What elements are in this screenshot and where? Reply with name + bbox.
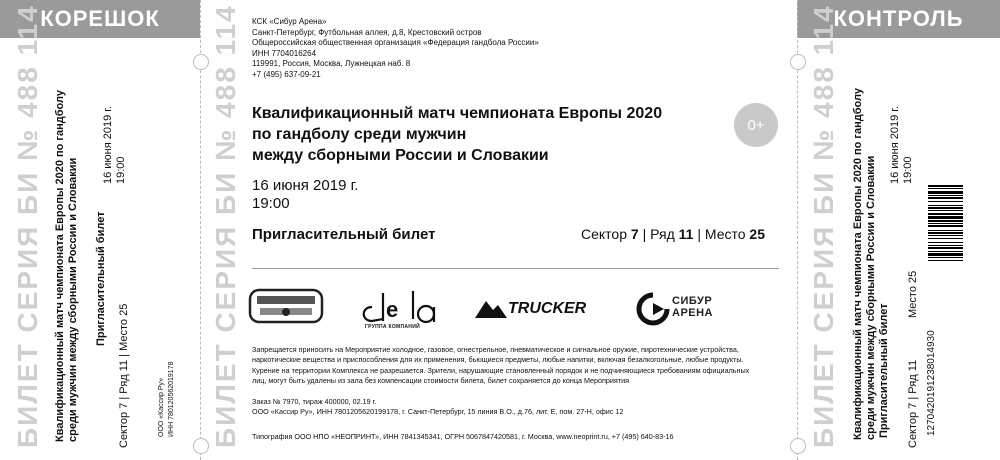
stub-left-header: КОРЕШОК <box>0 0 200 38</box>
sponsor-logo-dela <box>357 283 447 331</box>
control-datetime: 16 июня 2019 г. 19:00 <box>889 105 914 184</box>
stub-left-title: Квалификационный матч чемпионата Европы 2020 по гандболу среди мужчин между сборными России и Словакии <box>54 90 79 442</box>
barcode <box>928 185 963 297</box>
ticket-type: Пригласительный билет <box>252 226 436 243</box>
barcode-number: 1270420191238014930 <box>926 330 937 436</box>
organizer-info: КСК «Сибур Арена» Санкт-Петербург, Футбольная аллея, д.8, Крестовский остров Общероссийская общественная организация «Федерация гандбола России» ИНН 7704016264 119991, Россия, Москва, Лужнецкая наб. 8 +7 (495) 637-09-21 <box>252 17 539 79</box>
divider <box>252 268 779 269</box>
rules-notice: Запрещается приносить на Мероприятие холодное, газовое, огнестрельное, пневматическое и сигнальное оружие, пиротехнические устройства, наркотические вещества и приспособления для их применения, бьющиеся предметы, любые напитки, включая безалкогольные, любые продукты. Курение на территории Комплекса не разрешается. Зрители, нарушающие становленный порядок и не подчиняющиеся требованиям официальных лиц, могут быть удалены из зала без компенсации стоимости билета, билет сохраняется до конца Мероприятия <box>252 345 750 386</box>
order-info: Заказ № 7970, тираж 400000, 02.19 г. ООО «Кассир Ру», ИНН 7801205620199178, г. Санкт-Петербург, 15 линия В.О., д.76, лит. Е, пом. 27-Н, офис 12 <box>252 397 624 417</box>
punch-hole <box>790 54 806 70</box>
serial-stub-left: БИЛЕТ СЕРИЯ БИ № 488 114 <box>12 4 43 448</box>
event-time: 19:00 <box>252 195 290 212</box>
serial-control: БИЛЕТ СЕРИЯ БИ № 488 114 <box>808 4 839 448</box>
dela-wordmark-e: e <box>386 297 399 322</box>
control-seat-place: Место 25 <box>907 270 919 318</box>
sponsor-logo-trucker: TRUCKER <box>474 296 600 322</box>
seat-info: Сектор 7 | Ряд 11 | Место 25 <box>581 226 765 242</box>
control-ticket-type: Пригласительный билет <box>878 303 890 438</box>
punch-hole <box>193 54 209 70</box>
dela-sublabel: ГРУППА КОМПАНИЙ <box>365 324 421 330</box>
stub-left-ticket-type: Пригласительный билет <box>95 211 107 346</box>
stub-left-vendor: ООО «Кассир Ру» ИНН 780120562019178 <box>158 361 175 437</box>
control-title: Квалификационный матч чемпионата Европы 2020 по гандболу среди мужчин между сборными России и Словакии <box>852 88 877 440</box>
stub-right-header: КОНТРОЛЬ <box>797 0 1000 38</box>
stub-left-seat: Сектор 7 | Ряд 11 | Место 25 <box>118 303 130 448</box>
event-date: 16 июня 2019 г. <box>252 177 359 194</box>
barcode-stripe <box>928 261 963 263</box>
age-rating-badge: 0+ <box>734 103 778 147</box>
event-title: Квалификационный матч чемпионата Европы 2020 по гандболу среди мужчин между сборными России и Словакии <box>252 105 663 164</box>
punch-hole <box>193 438 209 454</box>
serial-main: БИЛЕТ СЕРИЯ БИ № 488 114 <box>210 4 241 448</box>
stub-left-datetime: 16 июня 2019 г. 19:00 <box>102 105 127 184</box>
sponsor-logo-1 <box>248 286 324 331</box>
printer-info: Типография ООО НПО «НЕОПРИНТ», ИНН 7841345341, ОГРН 5067847420581, г. Москва, www.neoprint.ru, +7 (495) 640-83-16 <box>252 432 674 441</box>
control-seat: Сектор 7 | Ряд 11 <box>907 359 919 448</box>
sponsor-logo-sibur: СИБУР АРЕНА <box>636 292 748 326</box>
punch-hole <box>790 438 806 454</box>
